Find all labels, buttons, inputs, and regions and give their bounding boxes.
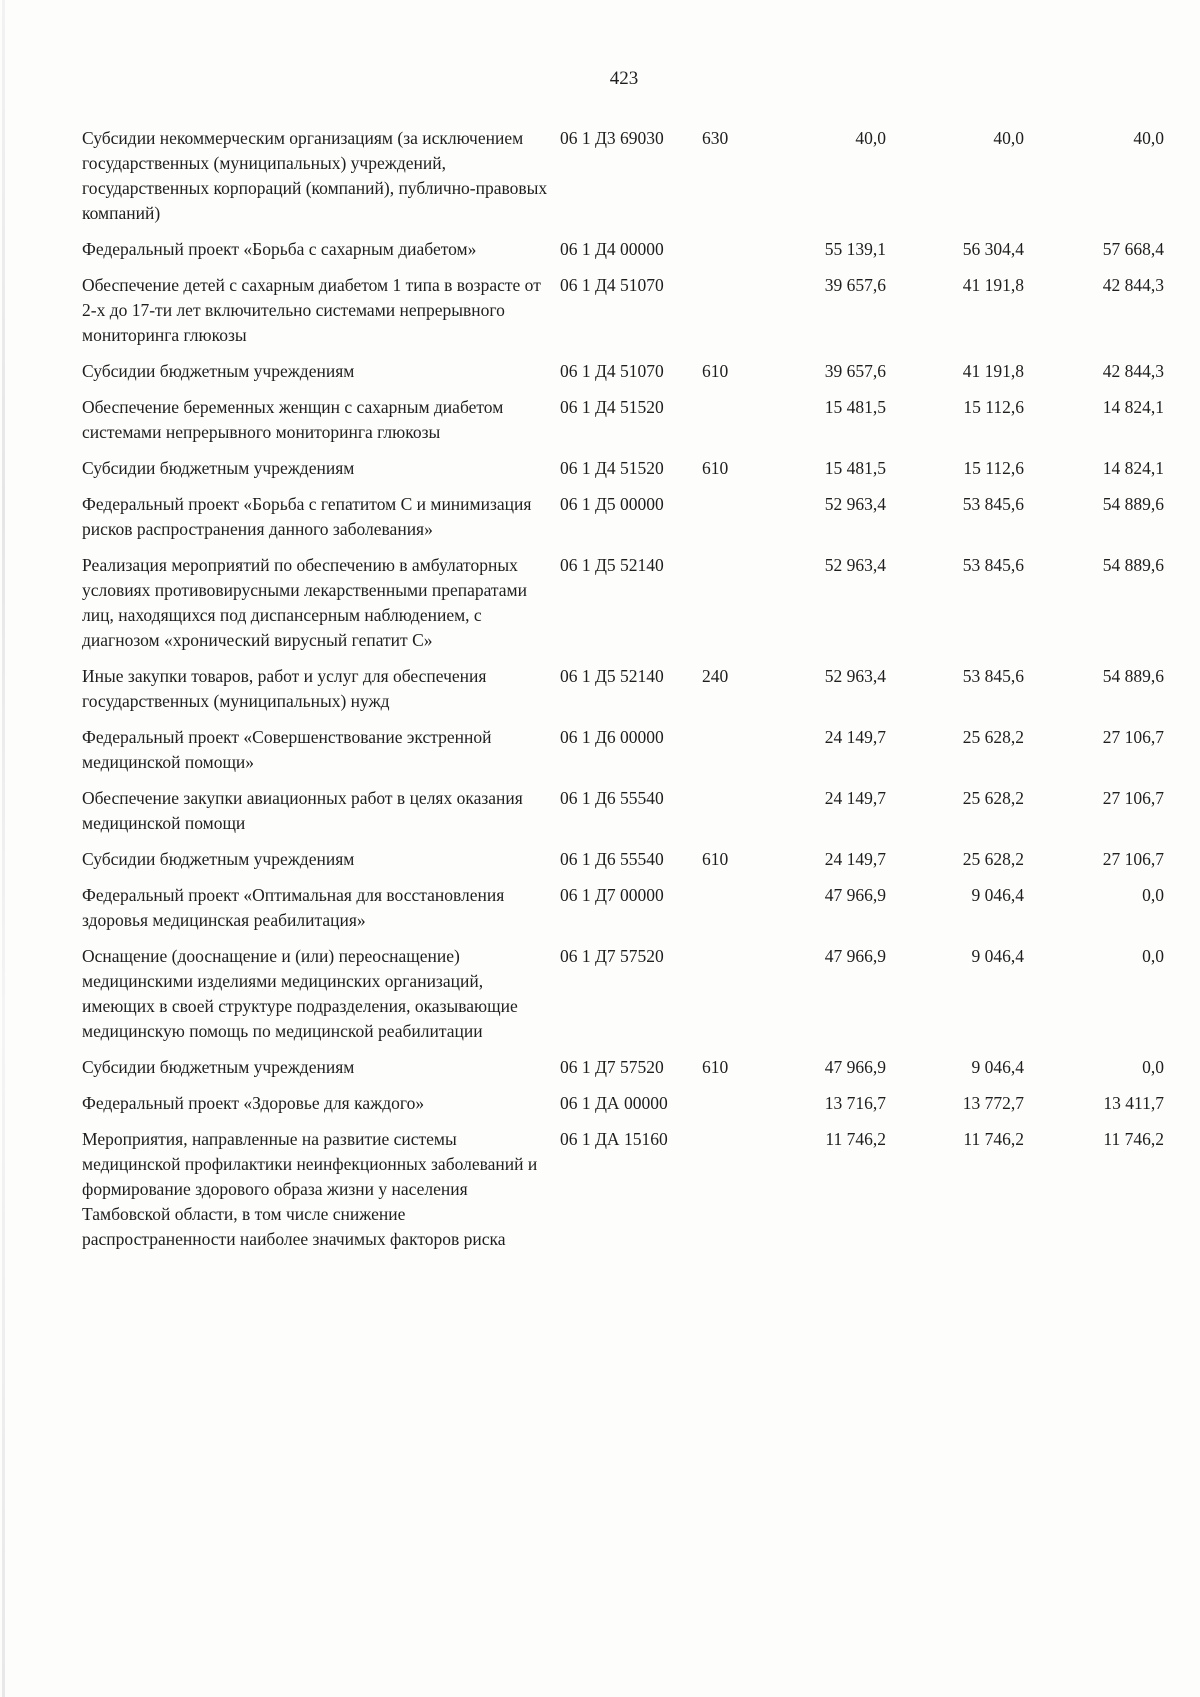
row-value-year-3: 54 889,6 [1102,494,1164,514]
row-value-year-3: 11 746,2 [1103,1129,1164,1149]
row-name: Субсидии бюджетным учреждениям [82,361,355,381]
row-value-year-3: 54 889,6 [1102,555,1164,575]
row-target-code: 06 1 Д6 55540 [560,849,664,869]
row-name: Федеральный проект «Совершенствование экстренной медицинской помощи» [82,727,492,772]
row-expense-type [702,883,762,944]
row-value-year-3: 0,0 [1142,885,1164,905]
row-expense-type: 630 [702,128,729,148]
row-name: Оснащение (дооснащение и (или) переоснащение) медицинскими изделиями медицинских организаций, имеющих в своей структуре подразделения, оказывающие медицинскую помощь по медицинской реабилитации [82,946,518,1041]
table-row [82,359,1164,395]
row-value-year-2: 25 628,2 [962,849,1024,869]
row-name: Субсидии бюджетным учреждениям [82,849,355,869]
row-name: Иные закупки товаров, работ и услуг для обеспечения государственных (муниципальных) нужд [82,666,487,711]
row-value-year-1: 52 963,4 [824,666,886,686]
row-target-code: 06 1 Д4 51520 [560,458,664,478]
row-value-year-2: 41 191,8 [962,275,1024,295]
row-target-code: 06 1 Д5 00000 [560,494,664,514]
table-row [82,1091,1164,1127]
row-value-year-3: 54 889,6 [1102,666,1164,686]
table-row [82,725,1164,786]
page-number: 423 [609,68,639,89]
row-name: Обеспечение детей с сахарным диабетом 1 типа в возрасте от 2-х до 17-ти лет включительно системами непрерывного мониторинга глюкозы [82,275,541,345]
row-value-year-1: 13 716,7 [824,1093,886,1113]
row-expense-type [702,237,762,273]
row-name: Мероприятия, направленные на развитие системы медицинской профилактики неинфекционных заболеваний и формирование здорового образа жизни у населения Тамбовской области, в том числе снижение распространенности наиболее значимых факторов риска [82,1129,538,1249]
row-expense-type [702,725,762,786]
row-value-year-2: 11 746,2 [963,1129,1024,1149]
row-name: Субсидии бюджетным учреждениям [82,1057,355,1077]
table-row [82,237,1164,273]
row-value-year-1: 24 149,7 [824,788,886,808]
row-value-year-3: 14 824,1 [1102,458,1164,478]
row-target-code: 06 1 Д4 00000 [560,239,664,259]
row-expense-type: 610 [702,458,729,478]
row-name: Субсидии бюджетным учреждениям [82,458,355,478]
row-target-code: 06 1 Д4 51070 [560,361,664,381]
row-value-year-2: 13 772,7 [962,1093,1024,1113]
row-expense-type [702,944,762,1055]
row-value-year-1: 24 149,7 [824,727,886,747]
table-row [82,273,1164,359]
row-value-year-2: 25 628,2 [962,788,1024,808]
row-value-year-1: 40,0 [855,128,886,148]
row-value-year-2: 15 112,6 [963,458,1024,478]
row-expense-type [702,395,762,456]
row-value-year-3: 13 411,7 [1103,1093,1164,1113]
row-target-code: 06 1 ДА 00000 [560,1093,668,1113]
row-value-year-2: 53 845,6 [962,666,1024,686]
row-value-year-3: 0,0 [1142,946,1164,966]
row-target-code: 06 1 Д7 57520 [560,1057,664,1077]
row-target-code: 06 1 Д6 55540 [560,788,664,808]
table-row [82,664,1164,725]
row-value-year-1: 11 746,2 [825,1129,886,1149]
scan-edge-mark [2,0,5,1697]
row-value-year-3: 42 844,3 [1102,275,1164,295]
row-value-year-2: 9 046,4 [971,946,1024,966]
row-value-year-1: 15 481,5 [824,458,886,478]
row-target-code: 06 1 Д5 52140 [560,666,664,686]
table-row [82,944,1164,1055]
row-value-year-3: 27 106,7 [1102,727,1164,747]
table-row [82,1055,1164,1091]
row-value-year-3: 42 844,3 [1102,361,1164,381]
row-value-year-2: 9 046,4 [971,1057,1024,1077]
table-row [82,883,1164,944]
row-value-year-3: 40,0 [1133,128,1164,148]
row-expense-type [702,1127,762,1263]
row-value-year-2: 41 191,8 [962,361,1024,381]
row-expense-type: 610 [702,849,729,869]
row-name: Обеспечение закупки авиационных работ в целях оказания медицинской помощи [82,788,523,833]
table-row [82,395,1164,456]
row-target-code: 06 1 Д6 00000 [560,727,664,747]
row-value-year-2: 9 046,4 [971,885,1024,905]
row-target-code: 06 1 Д7 00000 [560,885,664,905]
row-value-year-1: 47 966,9 [824,885,886,905]
row-value-year-1: 24 149,7 [824,849,886,869]
row-value-year-1: 15 481,5 [824,397,886,417]
row-value-year-3: 27 106,7 [1102,849,1164,869]
row-value-year-3: 14 824,1 [1102,397,1164,417]
table-row [82,553,1164,664]
row-expense-type [702,553,762,664]
table-body [82,126,1164,1263]
row-expense-type [702,273,762,359]
row-target-code: 06 1 ДА 15160 [560,1129,668,1149]
row-name: Федеральный проект «Борьба с сахарным диабетом» [82,239,477,259]
row-name: Обеспечение беременных женщин с сахарным диабетом системами непрерывного мониторинга глюкозы [82,397,504,442]
row-value-year-2: 15 112,6 [963,397,1024,417]
row-expense-type [702,786,762,847]
row-name: Федеральный проект «Оптимальная для восстановления здоровья медицинская реабилитация» [82,885,505,930]
table-row [82,847,1164,883]
table-row [82,456,1164,492]
row-value-year-2: 53 845,6 [962,555,1024,575]
row-target-code: 06 1 Д3 69030 [560,128,664,148]
table-row [82,126,1164,237]
row-target-code: 06 1 Д7 57520 [560,946,664,966]
table-row [82,786,1164,847]
row-value-year-1: 52 963,4 [824,494,886,514]
row-target-code: 06 1 Д5 52140 [560,555,664,575]
row-value-year-1: 47 966,9 [824,946,886,966]
row-expense-type [702,1091,762,1127]
row-expense-type: 610 [702,361,729,381]
row-value-year-1: 39 657,6 [824,275,886,295]
table-row [82,1127,1164,1263]
row-target-code: 06 1 Д4 51520 [560,397,664,417]
row-name: Федеральный проект «Здоровье для каждого» [82,1093,425,1113]
row-value-year-1: 52 963,4 [824,555,886,575]
row-value-year-3: 57 668,4 [1102,239,1164,259]
row-value-year-1: 47 966,9 [824,1057,886,1077]
row-expense-type: 610 [702,1057,729,1077]
row-name: Федеральный проект «Борьба с гепатитом С и минимизация рисков распространения данного заболевания» [82,494,532,539]
row-value-year-2: 25 628,2 [962,727,1024,747]
row-expense-type: 240 [702,666,729,686]
row-value-year-2: 56 304,4 [962,239,1024,259]
row-value-year-1: 39 657,6 [824,361,886,381]
table-row [82,492,1164,553]
row-value-year-3: 0,0 [1142,1057,1164,1077]
row-target-code: 06 1 Д4 51070 [560,275,664,295]
row-name: Субсидии некоммерческим организациям (за исключением государственных (муниципальных) учреждений, государственных корпораций (компаний), публично-правовых компаний) [82,128,548,223]
row-value-year-3: 27 106,7 [1102,788,1164,808]
row-value-year-1: 55 139,1 [824,239,886,259]
row-value-year-2: 53 845,6 [962,494,1024,514]
row-value-year-2: 40,0 [993,128,1024,148]
budget-table [82,126,1164,1263]
row-expense-type [702,492,762,553]
row-name: Реализация мероприятий по обеспечению в амбулаторных условиях противовирусными лекарственными препаратами лиц, находящихся под диспансерным наблюдением, с диагнозом «хронический вирусный гепатит С» [82,555,527,650]
